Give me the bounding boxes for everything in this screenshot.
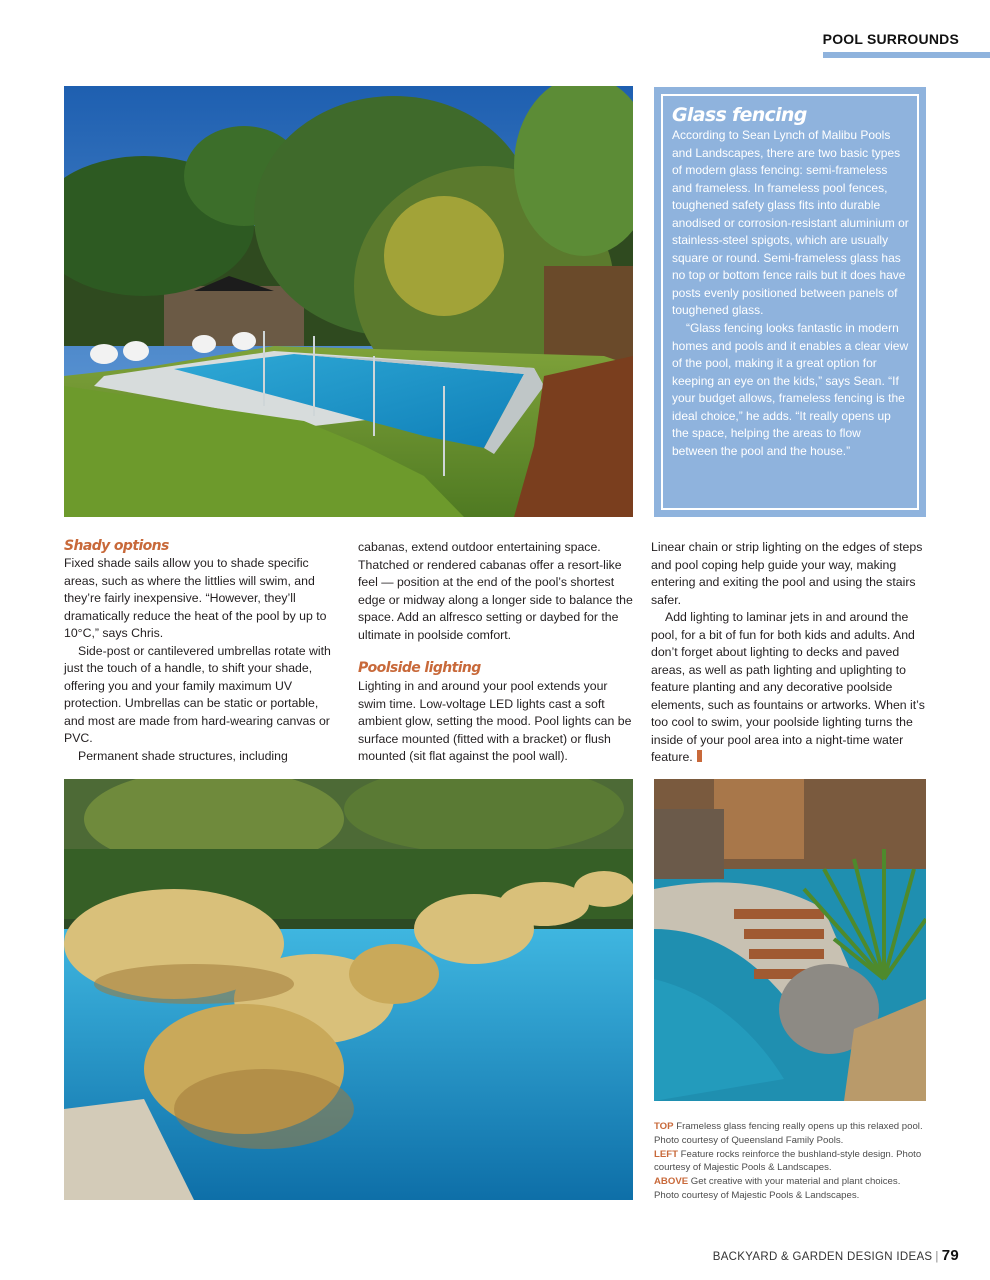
page-footer	[713, 1247, 959, 1264]
page-number: 79	[941, 1247, 959, 1264]
glass-fencing-sidebar	[654, 87, 926, 517]
body-paragraph: Linear chain or strip lighting on the edges of steps and pool coping help guide your way, making entering and exiting the pool and using the stairs safer.	[651, 540, 923, 607]
above-photo-pool-edge-plants	[654, 779, 926, 1101]
article-column-3	[651, 539, 931, 767]
body-paragraph: Fixed shade sails allow you to shade specific areas, such as where the littlies will swim, and they’re fairly inexpensive. “However, they’ll dramatically reduce the heat of the pool by up to 10°C,” says Chris.	[64, 556, 327, 640]
left-photo-feature-rocks	[64, 779, 633, 1200]
caption-label: LEFT	[654, 1148, 678, 1160]
end-of-article-mark	[697, 750, 702, 762]
poolside-lighting-heading: Poolside lighting	[358, 660, 481, 676]
body-paragraph	[651, 609, 931, 767]
caption-label: ABOVE	[654, 1176, 689, 1188]
section-title: POOL SURROUNDS	[822, 31, 959, 47]
final-paragraph-text: Add lighting to laminar jets in and around the pool, for a bit of fun for both kids and adults. And don’t forget about lighting to decks and paved areas, as well as path lighting and uplighting to feature planting and any decorative poolside elements, such as fountains or artworks. When it’s too cool to swim, your poolside lighting turns the inside of your pool area into a night-time water feature.	[651, 610, 925, 764]
caption-text: Frameless glass fencing really opens up this relaxed pool. Photo courtesy of Queensland Family Pools.	[654, 1121, 923, 1146]
section-accent-bar	[823, 52, 990, 58]
body-paragraph: Lighting in and around your pool extends your swim time. Low-voltage LED lights cast a soft ambient glow, setting the mood. Pool lights can be surface mounted (fitted with a bracket) or flush mounted (sit flat against the pool wall).	[358, 679, 632, 763]
caption-text: Feature rocks reinforce the bushland-style design. Photo courtesy of Majestic Pools & Landscapes.	[654, 1148, 922, 1174]
sidebar-paragraph: According to Sean Lynch of Malibu Pools and Landscapes, there are two basic types of modern glass fencing: semi-frameless and frameless. In frameless pool fences, toughened safety glass fits into durable anodised or corrosion-resistant aluminium or stainless-steel spigots, which are usually square or round. Semi-frameless glass has no top or bottom fence rails but it does have posts evenly positioned between panels of toughened glass.	[672, 128, 909, 318]
footer-separator: |	[935, 1251, 939, 1263]
sidebar-frame	[661, 94, 919, 510]
shady-options-heading: Shady options	[64, 538, 169, 554]
article-column-2	[358, 539, 636, 766]
body-paragraph: Permanent shade structures, including	[78, 748, 288, 763]
sidebar-title: Glass fencing	[672, 104, 807, 126]
sidebar-paragraph: “Glass fencing looks fantastic in modern homes and pools and it enables a clear view of the pool, making it a great option for keeping an eye on the kids,” says Sean. “If your budget allows, frameless fencing is the ideal choice,” he adds. “It really opens up the space, helping the areas to flow between the pool and the house.”	[672, 321, 909, 458]
body-paragraph: cabanas, extend outdoor entertaining space. Thatched or rendered cabanas offer a resort-like feel — position at the end of the pool’s shortest edge or midway along a longer side to balance the space. Add an alfresco setting or daybed for the ultimate in poolside comfort.	[358, 540, 633, 642]
top-photo-glass-fenced-pool	[64, 86, 633, 517]
article-column-1	[64, 537, 340, 765]
caption-above	[654, 1175, 926, 1203]
photo-captions	[654, 1120, 926, 1203]
body-paragraph: Side-post or cantilevered umbrellas rotate with just the touch of a handle, to shift your shade, offering you and your family maximum UV protection. Umbrellas can be static or portable, and most are made from hard-wearing canvas or PVC.	[64, 643, 331, 745]
caption-top	[654, 1120, 926, 1148]
caption-text: Get creative with your material and plant choices. Photo courtesy of Majestic Pools & Landscapes.	[654, 1176, 901, 1201]
caption-label: TOP	[654, 1121, 674, 1132]
magazine-name: BACKYARD & GARDEN DESIGN IDEAS	[712, 1251, 933, 1263]
caption-left	[654, 1148, 926, 1176]
